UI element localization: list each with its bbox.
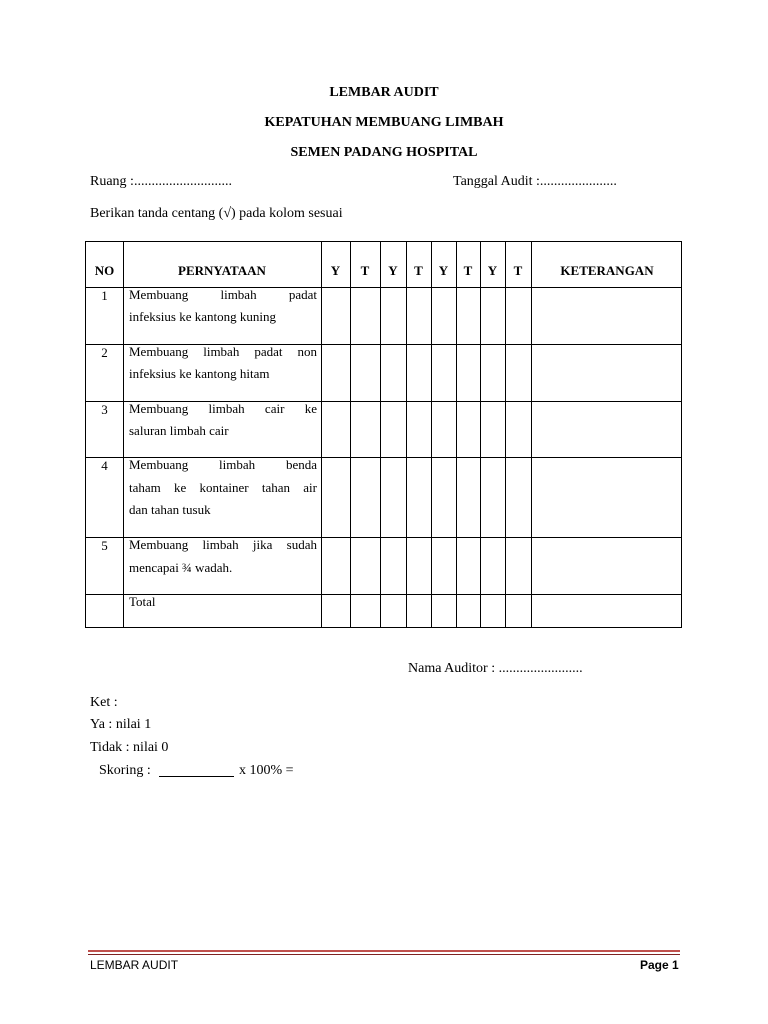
header-y3: Y <box>438 263 449 278</box>
header-t4: T <box>513 263 523 278</box>
skoring-formula: x 100% = <box>239 763 294 778</box>
footer-rule-thin <box>88 954 680 955</box>
doc-subtitle: KEPATUHAN MEMBUANG LIMBAH <box>264 115 504 130</box>
footer-left-text: LEMBAR AUDIT <box>90 958 179 972</box>
doc-title: LEMBAR AUDIT <box>329 85 439 100</box>
ya-legend: Ya : nilai 1 <box>90 717 152 732</box>
table-col-divider <box>321 242 322 627</box>
skoring-fraction-line <box>159 776 234 777</box>
row-number: 2 <box>101 345 108 360</box>
row-statement-line: dan tahan tusuk <box>129 502 211 517</box>
table-col-divider <box>380 242 381 627</box>
table-col-divider <box>350 242 351 627</box>
skoring-label: Skoring : <box>99 763 151 778</box>
ket-label: Ket : <box>90 695 118 710</box>
row-number: 5 <box>101 538 108 553</box>
row-statement-line: infeksius ke kantong hitam <box>129 366 270 381</box>
row-number: 1 <box>101 288 108 303</box>
header-t1: T <box>360 263 370 278</box>
hospital-name: SEMEN PADANG HOSPITAL <box>290 145 478 160</box>
table-col-divider <box>531 242 532 627</box>
header-keterangan: KETERANGAN <box>560 263 654 278</box>
header-pernyataan: PERNYATAAN <box>178 263 266 278</box>
header-t2: T <box>414 263 423 278</box>
row-number: 3 <box>101 402 108 417</box>
total-label: Total <box>129 594 156 609</box>
header-y4: Y <box>487 263 498 278</box>
row-number: 4 <box>101 458 108 473</box>
table-col-divider <box>456 242 457 627</box>
header-y1: Y <box>330 263 341 278</box>
table-col-divider <box>123 242 124 627</box>
row-statement-line: Membuang limbah jika sudah <box>129 537 317 552</box>
ruang-field: Ruang :............................ <box>90 174 232 189</box>
tidak-legend: Tidak : nilai 0 <box>90 740 169 755</box>
table-col-divider <box>505 242 506 627</box>
row-statement-line: Membuang limbah padat non <box>129 344 317 359</box>
row-statement-line: mencapai ¾ wadah. <box>129 560 233 575</box>
header-no: NO <box>94 263 115 278</box>
instruction-text: Berikan tanda centang (√) pada kolom sesuai <box>90 206 343 221</box>
page-number: Page 1 <box>640 958 679 972</box>
header-t3: T <box>463 263 473 278</box>
nama-auditor-field: Nama Auditor : ........................ <box>408 661 583 676</box>
table-col-divider <box>406 242 407 627</box>
row-statement-line: infeksius ke kantong kuning <box>129 309 276 324</box>
row-statement-line: taham ke kontainer tahan air <box>129 480 317 495</box>
row-statement-line: Membuang limbah padat <box>129 287 317 302</box>
row-statement-line: Membuang limbah benda <box>129 457 317 472</box>
header-y2: Y <box>388 263 398 278</box>
audit-table <box>85 241 682 628</box>
table-col-divider <box>431 242 432 627</box>
table-col-divider <box>480 242 481 627</box>
tanggal-audit-field: Tanggal Audit :...................... <box>453 174 617 189</box>
row-statement-line: saluran limbah cair <box>129 423 229 438</box>
row-statement-line: Membuang limbah cair ke <box>129 401 317 416</box>
footer-rule <box>88 950 680 952</box>
